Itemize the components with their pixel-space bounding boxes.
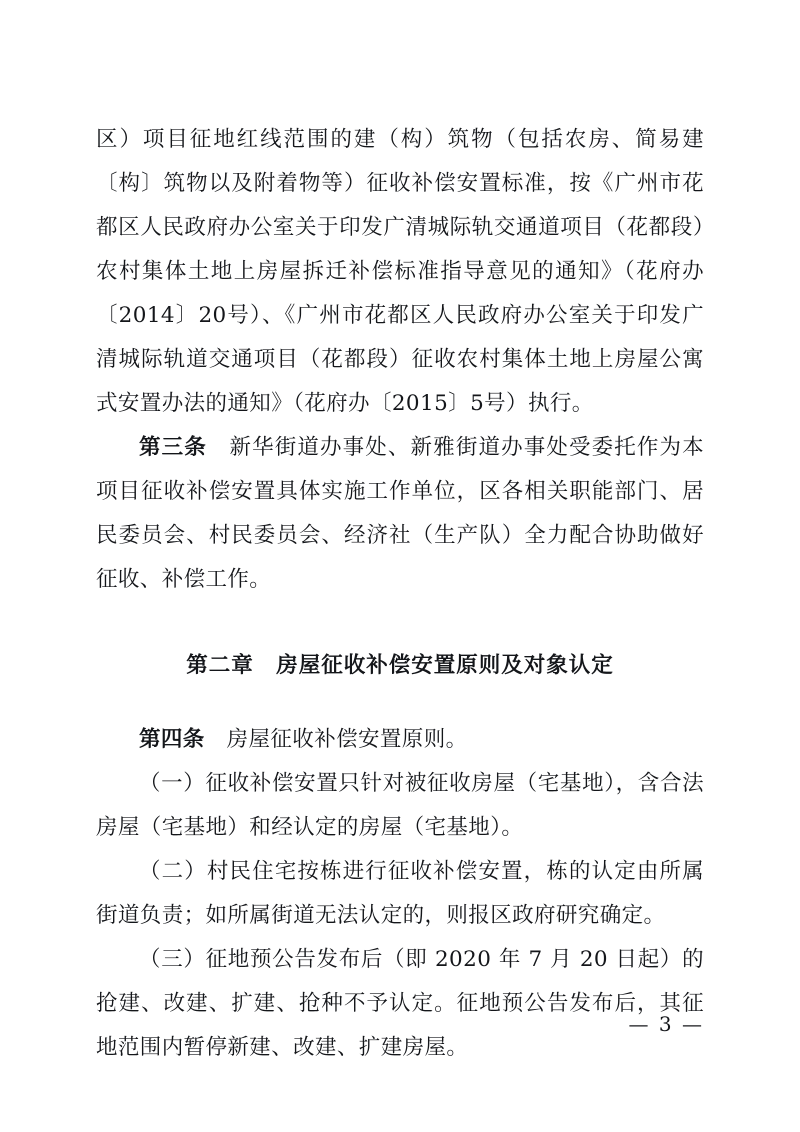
list-item-1: （一）征收补偿安置只针对被征收房屋（宅基地），含合法房屋（宅基地）和经认定的房屋（宅基地）。 [96,771,704,840]
list-item-2: （二）村民住宅按栋进行征收补偿安置，栋的认定由所属街道负责；如所属街道无法认定的，则报区政府研究确定。 [96,859,704,928]
paragraph-continued: 区）项目征地红线范围的建（构）筑物（包括农房、简易建〔构〕筑物以及附着物等）征收补偿安置标准，按《广州市花都区人民政府办公室关于印发广清城际轨交通道项目（花都段）农村集体土地上房屋拆迁补偿标准指导意见的通知》（花府办〔2014〕20号）、《广州市花都区人民政府办公室关于印发广清城际轨道交通项目（花都段）征收农村集体土地上房屋公寓式安置办法的通知》（花府办〔2015〕5号）执行。 [96,127,704,416]
article-text-3: 新华街道办事处、新雅街道办事处受委托作为本项目征收补偿安置具体实施工作单位，区各相关职能部门、居民委员会、村民委员会、经济社（生产队）全力配合协助做好征收、补偿工作。 [96,435,705,592]
chapter-heading-2: 第二章 房屋征收补偿安置原则及对象认定 [186,653,614,678]
paragraph-article-3 [96,426,704,602]
article-text-4: 房屋征收补偿安置原则。 [226,727,468,752]
article-label-4: 第四条 [139,727,205,752]
list-item-3: （三）征地预公告发布后（即 2020 年 7 月 20 日起）的抢建、改建、扩建、抢种不予认定。征地预公告发布后，其征地范围内暂停新建、改建、扩建房屋。 [96,947,704,1060]
page-number: — 3 — [628,1012,704,1036]
document-body [96,118,704,1070]
article-label-3: 第三条 [139,435,207,460]
paragraph-article-4 [96,718,704,762]
